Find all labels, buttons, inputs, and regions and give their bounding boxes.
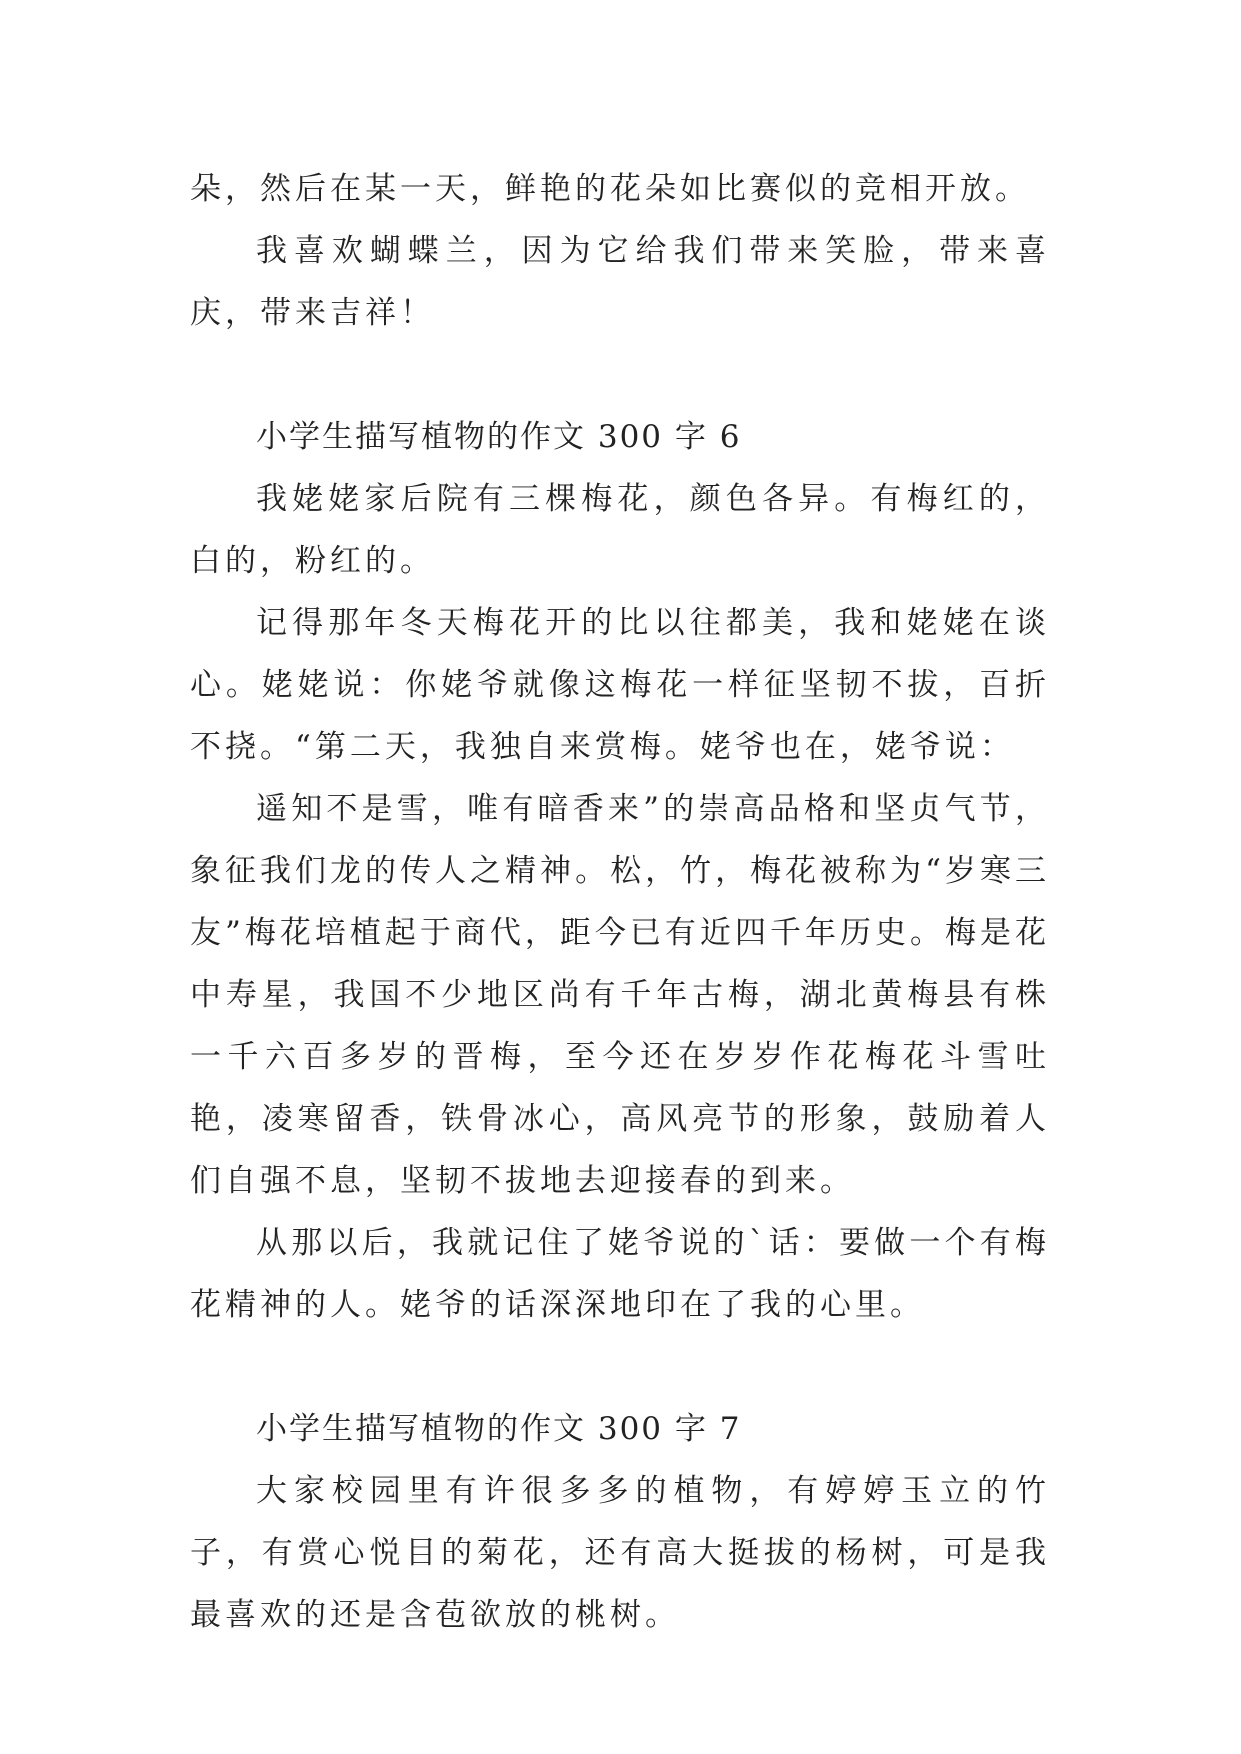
paragraph: 朵，然后在某一天，鲜艳的花朵如比赛似的竞相开放。 [190,171,1030,207]
paragraph: 大家校园里有许很多多的植物，有婷婷玉立的竹子，有赏心悦目的菊花，还有高大挺拔的杨树，可是我最喜欢的还是含苞欲放的桃树。 [190,1473,1050,1633]
document-body [190,158,1050,1646]
section-heading-7: 小学生描写植物的作文 300 字 7 [256,1411,742,1447]
paragraph: 我姥姥家后院有三棵梅花，颜色各异。有梅红的，白的，粉红的。 [190,481,1050,579]
section-gap [190,344,1050,406]
paragraph: 遥知不是雪，唯有暗香来”的崇高品格和坚贞气节，象征我们龙的传人之精神。松，竹，梅花被称为“岁寒三友”梅花培植起于商代，距今已有近四千年历史。梅是花中寿星，我国不少地区尚有千年古梅，湖北黄梅县有株一千六百多岁的晋梅，至今还在岁岁作花梅花斗雪吐艳，凌寒留香，铁骨冰心，高风亮节的形象，鼓励着人们自强不息，坚韧不拔地去迎接春的到来。 [190,791,1050,1199]
section-heading-6: 小学生描写植物的作文 300 字 6 [256,419,742,455]
paragraph: 从那以后，我就记住了姥爷说的`话：要做一个有梅花精神的人。姥爷的话深深地印在了我的心里。 [190,1225,1050,1323]
paragraph: 记得那年冬天梅花开的比以往都美，我和姥姥在谈心。姥姥说：你姥爷就像这梅花一样征坚韧不拔，百折不挠。“第二天，我独自来赏梅。姥爷也在，姥爷说： [190,605,1050,765]
section-gap [190,1336,1050,1398]
paragraph: 我喜欢蝴蝶兰，因为它给我们带来笑脸，带来喜庆，带来吉祥！ [190,233,1050,331]
